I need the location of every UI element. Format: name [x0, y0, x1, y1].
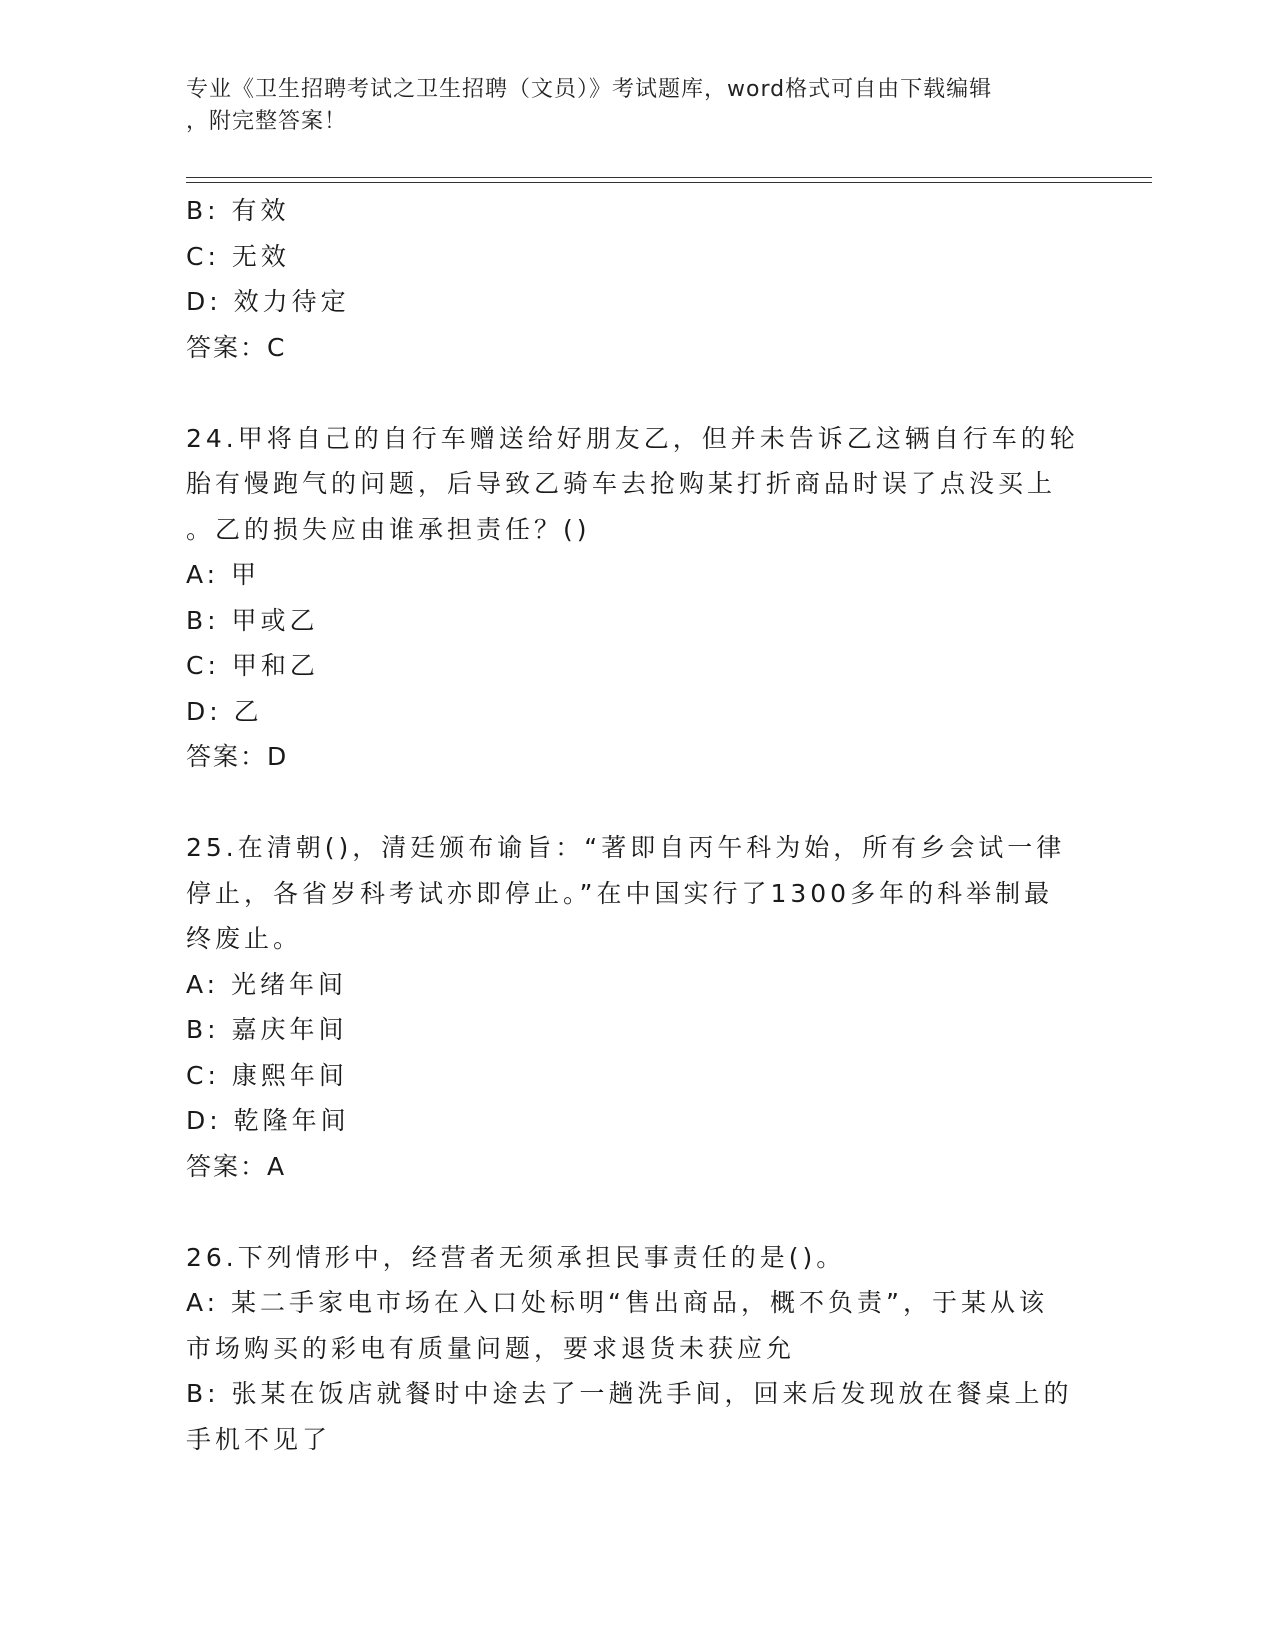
option-a: A: 甲: [186, 560, 261, 589]
option-a: A: 光绪年间: [186, 969, 348, 999]
question-block-24: [186, 416, 1086, 780]
answer-line: 答案：D: [186, 742, 289, 771]
option-b-continued: 手机不见了: [186, 1424, 332, 1454]
option-b: B: 张某在饭店就餐时中途去了一趟洗手间，回来后发现放在餐桌上的: [186, 1379, 1073, 1408]
header-divider-top: [186, 177, 1152, 178]
option-d: D: 乙: [186, 696, 263, 726]
option-c: C: 康熙年间: [186, 1060, 348, 1090]
header-line-1: 专业《卫生招聘考试之卫生招聘（文员）》考试题库，word格式可自由下载编辑: [186, 77, 993, 102]
question-text-line: 停止，各省岁科考试亦即停止。”在中国实行了1300多年的科举制最: [186, 878, 1054, 908]
option-d: D: 效力待定: [186, 287, 350, 316]
option-b: B: 甲或乙: [186, 605, 319, 635]
answer-line: 答案：C: [186, 332, 287, 362]
question-content: [186, 188, 1086, 1462]
question-block-23: [186, 188, 1086, 370]
question-text-line: 25.在清朝()，清廷颁布谕旨：“著即自丙午科为始，所有乡会试一律: [186, 833, 1066, 862]
spacer: [186, 780, 1086, 826]
question-text-line: 26.下列情形中，经营者无须承担民事责任的是()。: [186, 1242, 846, 1272]
option-c: C: 甲和乙: [186, 651, 319, 680]
question-text-line: 24.甲将自己的自行车赠送给好朋友乙，但并未告诉乙这辆自行车的轮: [186, 423, 1079, 453]
option-a: A: 某二手家电市场在入口处标明“售出商品，概不负责”，于某从该: [186, 1288, 1048, 1317]
header-line-2: ，附完整答案！: [186, 109, 348, 134]
question-text-line: 终废止。: [186, 924, 303, 953]
option-b: B: 嘉庆年间: [186, 1015, 348, 1044]
question-text-line: 。乙的损失应由谁承担责任？(): [186, 514, 591, 544]
option-a-continued: 市场购买的彩电有质量问题，要求退货未获应允: [186, 1333, 796, 1363]
option-d: D: 乾隆年间: [186, 1106, 350, 1135]
spacer: [186, 1189, 1086, 1235]
option-b: B: 有效: [186, 196, 290, 225]
option-c: C: 无效: [186, 241, 290, 271]
question-block-26: [186, 1235, 1086, 1463]
question-text-line: 胎有慢跑气的问题，后导致乙骑车去抢购某打折商品时误了点没买上: [186, 469, 1057, 498]
document-header: [186, 74, 1086, 138]
header-divider-bottom: [186, 182, 1152, 183]
answer-line: 答案：A: [186, 1151, 287, 1181]
question-block-25: [186, 825, 1086, 1189]
spacer: [186, 370, 1086, 416]
